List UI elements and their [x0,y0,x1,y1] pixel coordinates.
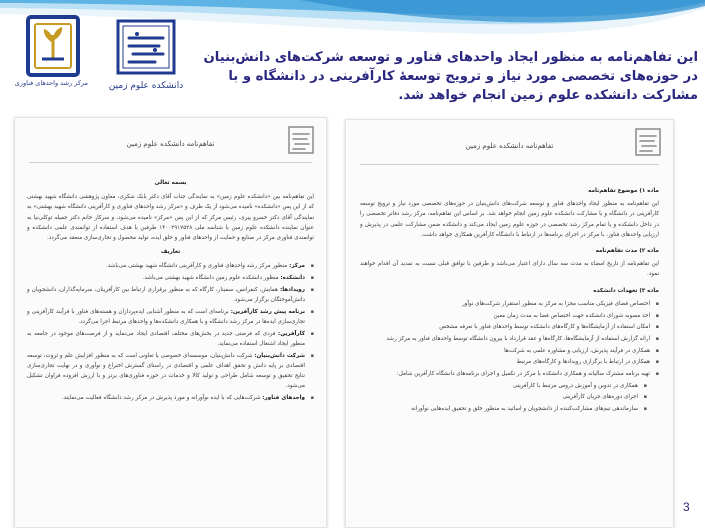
obligation-item: ▪ تهیه برنامه مشترک سالیانه و همکاری دانشکده با مرکز در تکمیل و اجرای برنامه‌های دانشگاه کارآفرین شامل: [360,369,659,379]
incubator-logo [14,15,88,101]
slide-page-number: 3 [683,500,690,514]
incubator-logo-caption: مرکز رشد واحدهای فناوری [14,79,88,87]
document-header: تفاهم‌نامه دانشکده علوم زمین [126,140,215,148]
intro-paragraph: این تفاهم‌نامه بین «دانشکده علوم زمین» به نمایندگی جناب آقای دکتر بابک شکری، معاون پژوهشی دانشگاه شهید بهشتی که از این پس «دانشکده» نامیده می‌شود از یک طرف و «مرکز رشد واحدهای فناوری و کارآفرینی دانشگاه شهید بهشتی» به نمایندگی آقای دکتر خسرو پیری، رئیس مرکز که از این پس «مرکز» نامیده می‌شود، و سرکار خانم دکتر جمیله توکلی‌نیا به عنوان نماینده دانشکده علوم زمین با شناسه ملی ۱۴۰۰۲۹۱۷۵۲۸ طرفین با هدف استفاده از توانمندی علمی دانشکده و توانمندی فناوری مرکز در صنایع و حمایت از واحدهای فناور و خلق ایده، تولید محصول و تجاری‌سازی منعقد می‌گردد. [27,194,314,242]
slide-headline: این تفاهم‌نامه به منظور ایجاد واحدهای فناور و توسعه شرکت‌های دانش‌بنیان در حوزه‌های تخصصی مورد نیاز و ترویج توسعهٔ کارآفرینی در دانشگاه و با مشارکت دانشکده علوم زمین انجام خواهد شد. [203,50,698,103]
document-title: بسمه تعالی [154,180,187,186]
obligations-list [360,299,659,379]
document-body [360,180,659,416]
article1-title: ماده ۱) موضوع تفاهم‌نامه [588,188,659,194]
obligation-item: ▪ امکان استفاده از آزمایشگاه‌ها و کارگاه‌های دانشکده توسط واحدهای فناور با تعرفه مشخص [360,322,659,332]
definition-item: ▪ رویدادها: همایش، کنفرانس، سمینار، کارگاه که به منظور برقراری ارتباط بین کارآفرینان، سرمایه‌گذاران، دانشجویان و دانش‌آموختگان برگزار می‌شود. [27,285,314,305]
definitions-title: تعاریف [160,249,181,256]
definition-item: ▪ کارآفرین: فردی که فرصتی جدید در بخش‌های مختلف اقتصادی ایجاد می‌نماید و از فرصت‌های موجود در جامعه به منظور ایجاد اشتغال استفاده می‌نماید. [27,329,314,349]
header-divider [29,162,312,163]
university-seal-icon [115,18,177,76]
obligation-item: ▪ اختصاص فضای فیزیکی مناسب مجزا به مرکز به منظور استقرار شرکت‌های نوآور [360,299,659,309]
sub-obligation-item: ▪ اجرای دوره‌های جریان کارآفرینی [360,392,647,402]
definition-item: ▪ برنامه پیش رشد کارآفرین: برنامه‌ای است که به منظور آشنایی ایده‌پردازان و هسته‌های فناور با فرآیند کارآفرینی و تجاری‌سازی ایده‌ها در مرکز رشد دانشگاه و با همکاری دانشکده‌ها و واحدهای مرتبط اجرا می‌گردد. [27,307,314,327]
sub-obligations-list [360,381,659,415]
definition-item: ▪ مرکز: منظور مرکز رشد واحدهای فناوری و کارآفرینی دانشگاه شهید بهشتی می‌باشد. [27,261,314,271]
obligation-item: ▪ همکاری در ارتباط با برگزاری رویدادها و کارگاه‌های مرتبط [360,357,659,367]
article2-text: این تفاهم‌نامه از تاریخ امضاء به مدت سه سال دارای اعتبار می‌باشد و طرفین با توافق قبلی نسبت به تمدید آن اقدام خواهند نمود. [360,261,659,278]
article2-title: ماده ۲) مدت تفاهم‌نامه [595,248,659,255]
sub-obligation-item: ▪ همکاری در تدوین و آموزش دروس مرتبط با کارآفرینی [360,381,647,391]
sub-obligation-item: ▪ سازماندهی تیم‌های مشارکت‌کننده از دانشجویان و اساتید به منظور خلق و تحقیق ایده‌هایی نوآورانه [360,404,647,414]
document-header: تفاهم‌نامه دانشکده علوم زمین [465,142,554,150]
definitions-list [27,261,314,403]
document-page-intro [14,117,327,528]
obligation-item: ▪ اخذ مصوبه شورای دانشکده جهت اختصاص فضا به مدت زمان معین [360,311,659,321]
definition-item: ▪ شرکت دانش‌بنیان: شرکت دانش‌بنیان، موسسه‌ای خصوصی یا تعاونی است که به منظور افزایش علم و ثروت، توسعه اقتصادی بر پایه دانش و تحقق اهداف علمی و اقتصادی در راستای گسترش اختراع و نوآوری و در نهایت تجاری‌سازی نتایج تحقیق و توسعه شامل طراحی و تولید کالا و خدمات در حوزه فناوری‌های برتر و با ارزش افزوده فراوان تشکیل می‌شود. [27,351,314,392]
definition-item: ▪ دانشکده: منظور دانشکده علوم زمین دانشگاه شهید بهشتی می‌باشد. [27,273,314,283]
incubator-emblem-icon [26,15,80,77]
university-logo [100,18,192,100]
article3-title: ماده ۳) تعهدات دانشکده [593,287,659,294]
obligation-item: ▪ همکاری در فرآیند پذیرش، ارزیابی و مشاوره علمی به شرکت‌ها [360,346,659,356]
university-logo-caption: دانشکده علوم زمین [108,81,184,91]
definition-item: ▪ واحدهای فناور: شرکت‌هایی که با ایده نوآورانه و مورد پذیرش در مرکز رشد دانشگاه فعالیت می‌نمایند. [27,393,314,403]
obligation-item: ▪ ارائه گزارش استفاده از آزمایشگاه‌ها، کارگاه‌ها و عقد قرارداد با بیرون دانشگاه توسط واحدهای فناور به مرکز رشد [360,334,659,344]
article1-text: این تفاهم‌نامه به منظور ایجاد واحدهای فناور و توسعه شرکت‌های دانش‌بنیان در حوزه‌های تخصصی مورد نیاز و ترویج توسعه کارآفرینی در دانشگاه و با مشارکت دانشکده علوم زمین انجام خواهد شد. بر اساس این تفاهم‌نامه، مرکز رشد دفاتر تخصصی را در داخل دانشکده و یا تمام مرکز رشد تخصصی در حوزه علوم زمین ایجاد می‌کند و دانشکده ضمن مشارکت علمی در پذیرش و ارزیابی واحدهای فناور، با مرکز در اجرای برنامه‌ها در ارتباط با دانشگاه کارآفرین همکاری خواهد داشت. [360,201,659,238]
document-page-articles [345,119,674,528]
document-body [27,176,314,405]
header-divider [360,164,659,165]
